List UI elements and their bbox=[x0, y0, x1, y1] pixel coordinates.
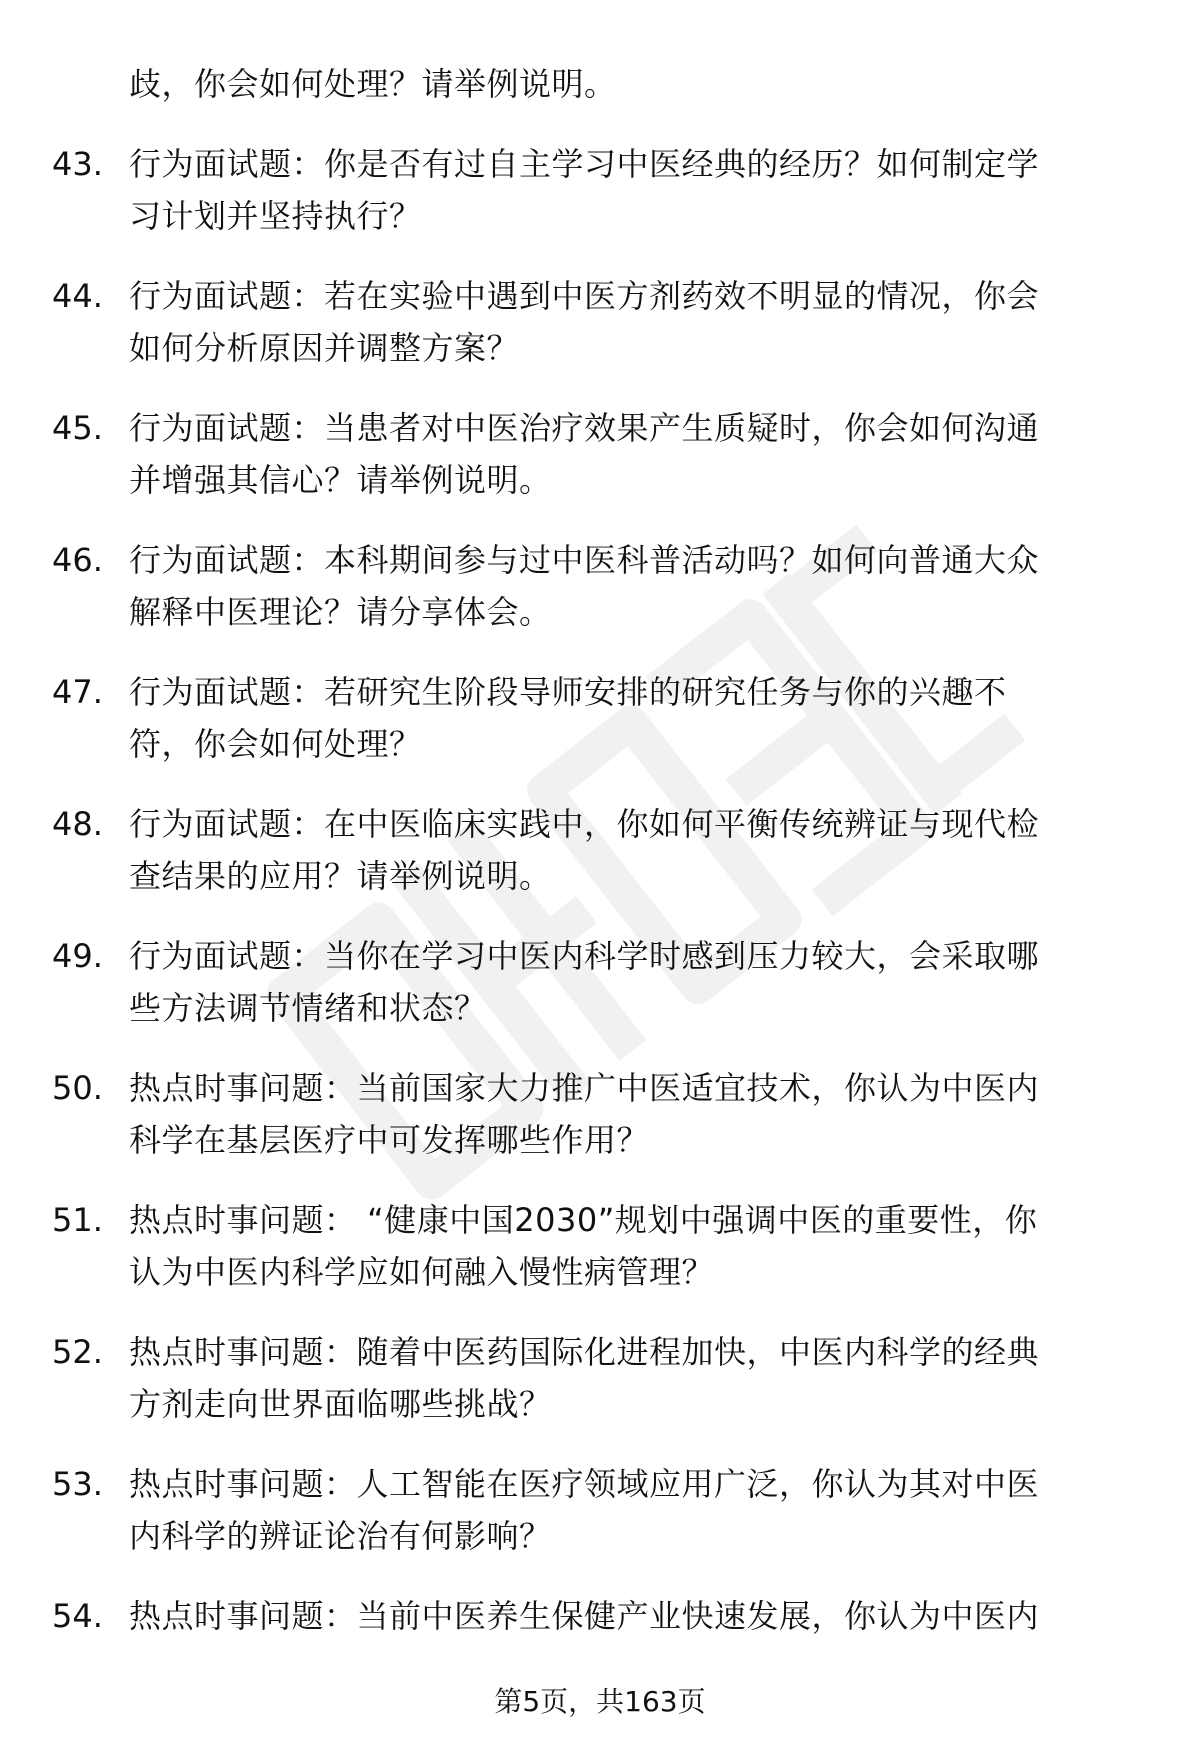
question-text bbox=[129, 1326, 1149, 1430]
question-text bbox=[129, 138, 1149, 242]
question-item bbox=[0, 930, 1200, 1034]
question-text-line: 热点时事问题： “健康中国2030”规划中强调中医的重要性，你 bbox=[129, 1201, 1038, 1239]
question-text-line: 内科学的辨证论治有何影响？ bbox=[129, 1517, 552, 1555]
question-text-line: 热点时事问题：当前中医养生保健产业快速发展，你认为中医内 bbox=[129, 1597, 1040, 1635]
question-text bbox=[129, 402, 1149, 506]
question-text-line: 热点时事问题：人工智能在医疗领域应用广泛，你认为其对中医 bbox=[129, 1465, 1040, 1503]
question-item bbox=[0, 138, 1200, 242]
question-text-line: 习计划并坚持执行？ bbox=[129, 197, 422, 235]
question-item bbox=[0, 666, 1200, 770]
question-text-line: 科学在基层医疗中可发挥哪些作用？ bbox=[129, 1121, 650, 1159]
question-text-line: 些方法调节情绪和状态？ bbox=[129, 989, 487, 1027]
page-number-label: 第5页，共163页 bbox=[494, 1685, 706, 1718]
document-body bbox=[0, 58, 1200, 1694]
continuation-line: 歧，你会如何处理？请举例说明。 bbox=[129, 65, 617, 103]
question-text-line: 行为面试题：当患者对中医治疗效果产生质疑时，你会如何沟通 bbox=[129, 409, 1040, 447]
question-number: 50. bbox=[52, 1069, 103, 1107]
question-number: 51. bbox=[52, 1201, 103, 1239]
question-number: 43. bbox=[52, 145, 103, 183]
question-text-line: 并增强其信心？请举例说明。 bbox=[129, 461, 552, 499]
question-text-line: 查结果的应用？请举例说明。 bbox=[129, 857, 552, 895]
question-item bbox=[0, 1590, 1200, 1694]
question-item bbox=[0, 1458, 1200, 1562]
question-list bbox=[0, 138, 1200, 1694]
question-text-line: 行为面试题：你是否有过自主学习中医经典的经历？如何制定学 bbox=[129, 145, 1040, 183]
question-item bbox=[0, 798, 1200, 902]
question-text bbox=[129, 1590, 1149, 1642]
question-text-line: 认为中医内科学应如何融入慢性病管理？ bbox=[129, 1253, 715, 1291]
question-text-line: 热点时事问题：当前国家大力推广中医适宜技术，你认为中医内 bbox=[129, 1069, 1040, 1107]
question-item bbox=[0, 402, 1200, 506]
question-number: 54. bbox=[52, 1597, 103, 1635]
question-number: 47. bbox=[52, 673, 103, 711]
question-number: 46. bbox=[52, 541, 103, 579]
question-text-line: 行为面试题：若研究生阶段导师安排的研究任务与你的兴趣不 bbox=[129, 673, 1007, 711]
page-footer bbox=[0, 1682, 1200, 1722]
question-item bbox=[0, 1326, 1200, 1430]
question-text bbox=[129, 930, 1149, 1034]
question-text-line: 热点时事问题：随着中医药国际化进程加快，中医内科学的经典 bbox=[129, 1333, 1040, 1371]
question-item bbox=[0, 534, 1200, 638]
question-text-line: 解释中医理论？请分享体会。 bbox=[129, 593, 552, 631]
question-number: 53. bbox=[52, 1465, 103, 1503]
question-text-line: 行为面试题：若在实验中遇到中医方剂药效不明显的情况，你会 bbox=[129, 277, 1040, 315]
question-item bbox=[0, 1062, 1200, 1166]
question-number: 45. bbox=[52, 409, 103, 447]
question-text bbox=[129, 270, 1149, 374]
question-text bbox=[129, 798, 1149, 902]
question-number: 49. bbox=[52, 937, 103, 975]
question-text bbox=[129, 666, 1149, 770]
question-number: 52. bbox=[52, 1333, 103, 1371]
question-text bbox=[129, 1458, 1149, 1562]
question-text-line: 符，你会如何处理？ bbox=[129, 725, 422, 763]
question-item bbox=[0, 270, 1200, 374]
question-text-line: 行为面试题：本科期间参与过中医科普活动吗？如何向普通大众 bbox=[129, 541, 1040, 579]
question-text bbox=[129, 534, 1149, 638]
question-text-line: 行为面试题：当你在学习中医内科学时感到压力较大，会采取哪 bbox=[129, 937, 1040, 975]
question-number: 44. bbox=[52, 277, 103, 315]
question-item bbox=[0, 1194, 1200, 1298]
question-text bbox=[129, 1194, 1149, 1298]
question-text bbox=[129, 1062, 1149, 1166]
question-text-line: 如何分析原因并调整方案？ bbox=[129, 329, 520, 367]
question-number: 48. bbox=[52, 805, 103, 843]
question-text-line: 行为面试题：在中医临床实践中，你如何平衡传统辨证与现代检 bbox=[129, 805, 1040, 843]
question-text-line: 方剂走向世界面临哪些挑战？ bbox=[129, 1385, 552, 1423]
